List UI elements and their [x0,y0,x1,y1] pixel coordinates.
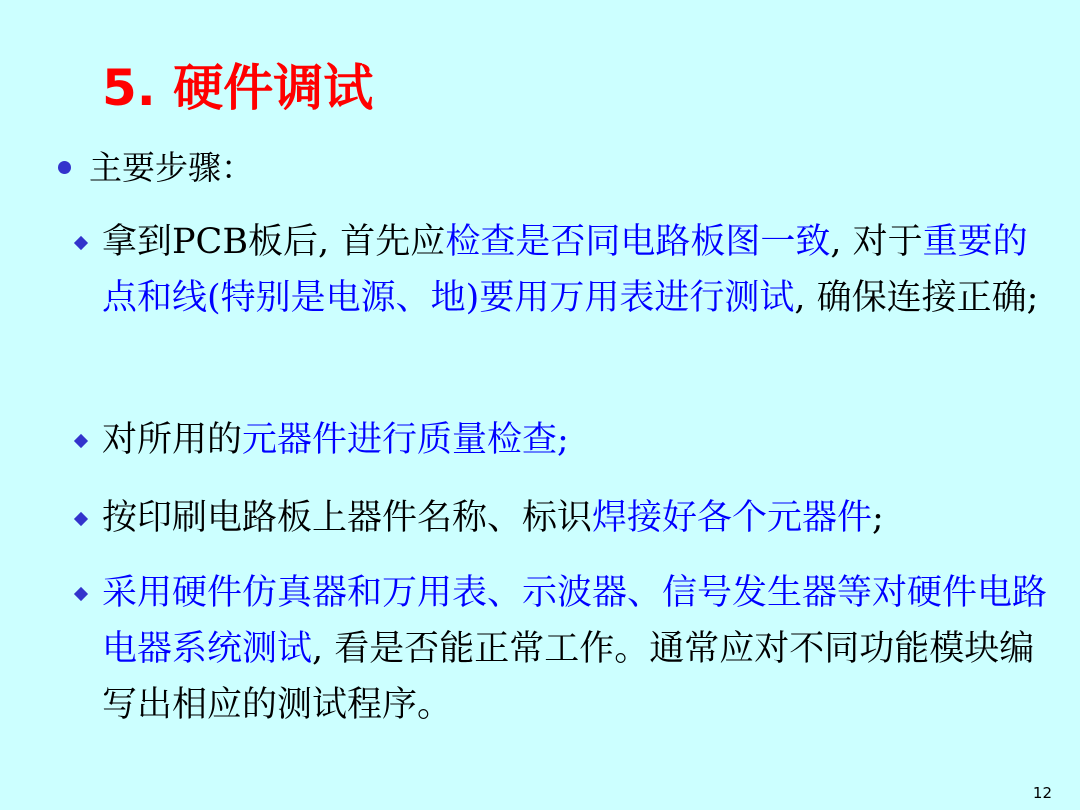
text-segment: 对所用的 [102,420,243,460]
bullet-item-text [70,214,1055,326]
text-segment: 拿到PCB板后, 首先应 [102,222,446,262]
page-number: 12 [1032,784,1052,802]
round-bullet-icon [58,161,71,174]
text-segment-highlight: 焊接好各个元器件 [592,498,873,538]
slide-title: 5. 硬件调试 [102,59,374,117]
bullet-item-text [70,412,1055,468]
text-segment: , 确保连接正确; [794,278,1039,318]
bullet-item [70,565,1055,733]
text-segment: , 看是否能正常工作。通常应对不同功能模块编写出相应的测试程序。 [102,629,1035,725]
text-segment-highlight: 测试 [724,278,795,318]
text-segment-highlight: 重要的点和线(特别是电源、地) [102,222,1028,318]
bullet-item-text [70,490,1055,546]
text-segment: 按印刷电路板上器件名称、标识 [102,498,593,538]
bullet-item [70,412,1055,468]
text-segment-highlight: 要用万用表进行 [479,278,725,318]
bullet-item [70,490,1055,546]
text-segment-highlight: 元器件进行质量检查; [242,420,569,460]
section-heading-text: 主要步骤： [89,148,254,187]
bullet-item [70,214,1055,326]
section-heading [58,145,254,191]
text-segment: , 对于 [830,222,923,262]
text-segment-highlight: 检查是否同电路板图一致 [445,222,831,262]
bullet-item-text [70,565,1055,733]
text-segment-highlight: 采用硬件仿真器和万用表、示波器、信号发生器等对硬件电路电器系统测试 [102,573,1048,669]
text-segment: ; [872,498,884,538]
